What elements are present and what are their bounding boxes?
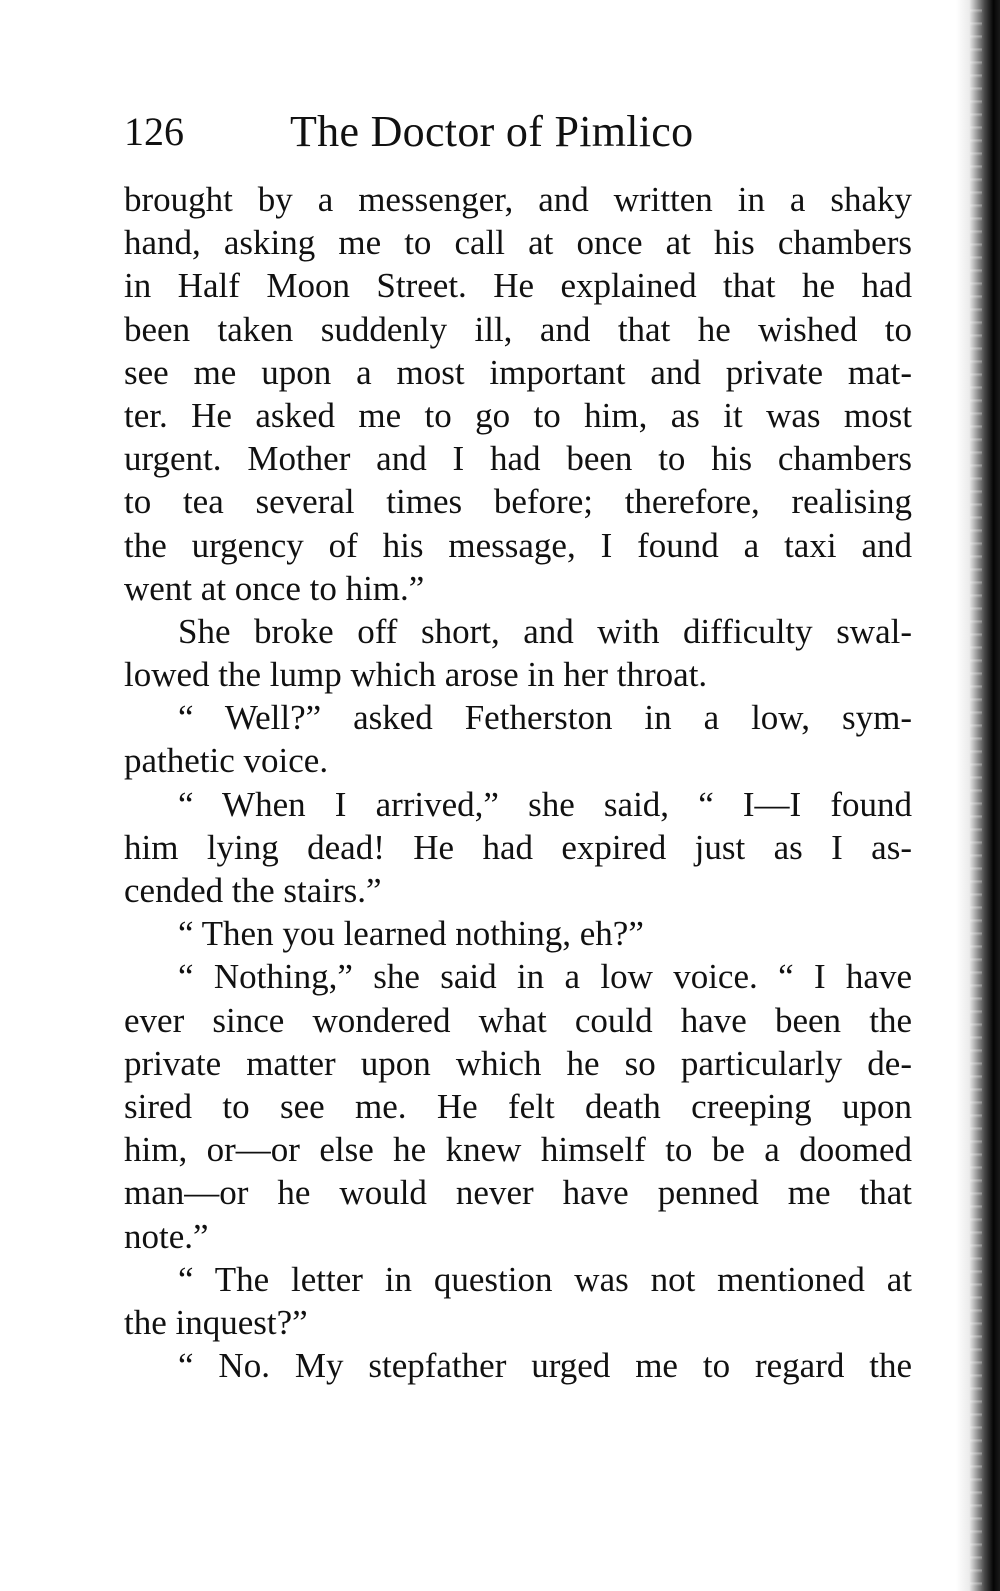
text-line: “ Well?” asked Fetherston in a low, sym- xyxy=(178,698,912,738)
text-line: cended the stairs.” xyxy=(124,871,382,910)
text-line: She broke off short, and with difficulty swal- xyxy=(178,611,912,651)
text-line: lowed the lump which arose in her throat. xyxy=(124,655,708,695)
text-line: man—or he would never have penned me that xyxy=(124,1173,912,1213)
page-number: 126 xyxy=(124,109,184,154)
text-line: the urgency of his message, I found a taxi and xyxy=(124,525,912,565)
text-line: brought by a messenger, and written in a shaky xyxy=(124,180,912,219)
text-line: in Half Moon Street. He explained that he had xyxy=(124,266,912,306)
text-line: been taken suddenly ill, and that he wished to xyxy=(124,309,912,349)
text-line: hand, asking me to call at once at his chambers xyxy=(124,223,912,263)
page-binding-texture xyxy=(970,0,982,1591)
text-line: “ Then you learned nothing, eh?” xyxy=(178,914,644,954)
text-line: “ No. My stepfather urged me to regard the xyxy=(178,1346,912,1386)
text-line: went at once to him.” xyxy=(124,568,425,608)
text-line: sired to see me. He felt death creeping upon xyxy=(124,1086,912,1126)
text-line: “ The letter in question was not mentioned at xyxy=(178,1259,912,1299)
text-line: private matter upon which he so particularly de- xyxy=(124,1043,912,1083)
text-line: “ When I arrived,” she said, “ I—I found xyxy=(178,784,912,824)
running-title: The Doctor of Pimlico xyxy=(290,107,694,156)
text-line: the inquest?” xyxy=(124,1302,308,1342)
body-text xyxy=(124,178,912,1387)
text-line: to tea several times before; therefore, realising xyxy=(124,482,912,522)
text-line: urgent. Mother and I had been to his chambers xyxy=(124,439,912,479)
text-line: “ Nothing,” she said in a low voice. “ I have xyxy=(178,957,912,997)
text-line: see me upon a most important and private mat- xyxy=(124,352,912,392)
text-line: pathetic voice. xyxy=(124,741,329,781)
text-line: ter. He asked me to go to him, as it was most xyxy=(124,395,912,435)
text-line: him, or—or else he knew himself to be a doomed xyxy=(124,1130,912,1170)
text-line: ever since wondered what could have been the xyxy=(124,1000,912,1040)
running-head xyxy=(124,102,924,162)
text-line: him lying dead! He had expired just as I as- xyxy=(124,827,912,867)
text-line: note.” xyxy=(124,1216,209,1256)
